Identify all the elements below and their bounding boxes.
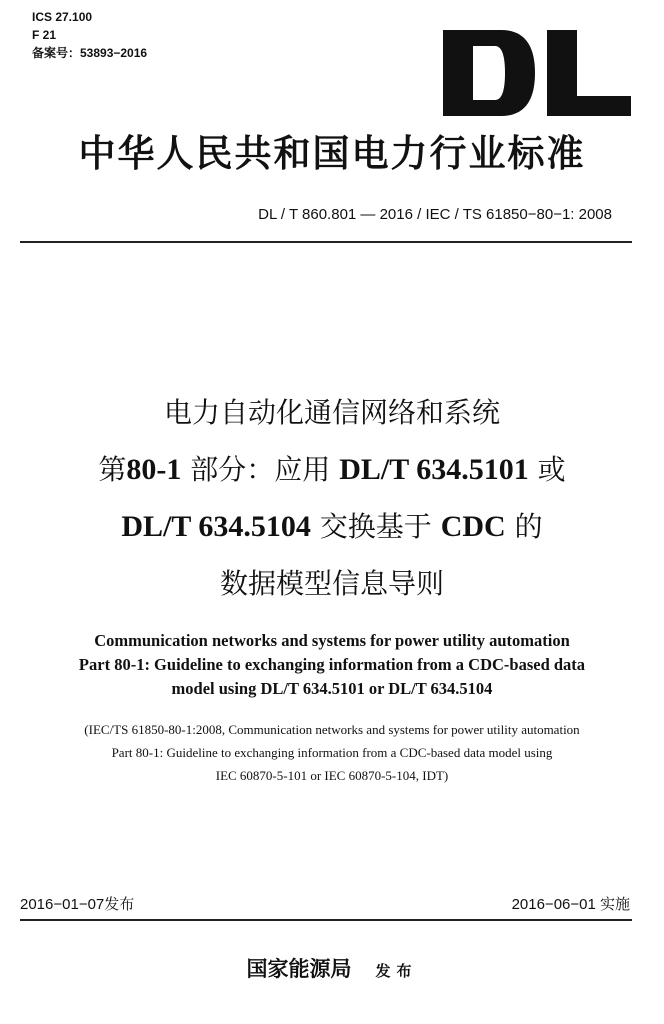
issuer-name: 国家能源局 [246,957,352,981]
top-divider [20,241,632,243]
issuer-action: 发布 [375,962,418,980]
title-part: 的 [505,510,543,543]
chinese-title-line-3 [0,498,664,555]
chinese-title [0,384,664,612]
title-part-standard: DL/T 634.5101 [339,453,529,486]
chinese-title-line-1: 电力自动化通信网络和系统 [163,396,500,429]
title-part-cdc: CDC [440,510,506,543]
ics-code: ICS 27.100 [32,10,93,24]
chinese-title-line-2 [0,441,664,498]
standard-meta [32,8,147,62]
title-part-number: 80-1 [126,453,182,486]
english-subtitle-line-2: Part 80-1: Guideline to exchanging information from a CDC-based data model using [111,745,553,760]
dl-logo [443,30,631,116]
title-part: 第 [98,453,127,486]
english-title-line-1: Communication networks and systems for power utility automation [94,631,570,650]
title-part-standard: DL/T 634.5104 [121,510,311,543]
issue-date: 2016−01−07发布 [20,896,135,913]
implementation-date: 2016−06−01 实施 [511,896,630,913]
classification-code: F 21 [32,28,57,42]
issuer [0,953,664,983]
title-part: 交换基于 [310,510,441,543]
english-subtitle [0,718,664,787]
record-number: 备案号：53893−2016 [32,46,148,60]
standard-number: DL / T 860.801 — 2016 / IEC / TS 61850−80−1: 2008 [258,206,612,223]
english-subtitle-line-3: IEC 60870-5-101 or IEC 60870-5-104, IDT) [215,768,449,783]
english-title [0,629,664,701]
title-part: 部分：应用 [181,453,340,486]
english-title-line-3: model using DL/T 634.5101 or DL/T 634.5104 [171,679,493,698]
english-title-line-2: Part 80-1: Guideline to exchanging information from a CDC-based data [78,655,586,674]
english-subtitle-line-1: (IEC/TS 61850-80-1:2008, Communication networks and systems for power utility automation [84,722,580,737]
bottom-divider [20,919,632,921]
organization-title: 中华人民共和国电力行业标准 [78,132,586,175]
title-part: 或 [528,453,566,486]
chinese-title-line-4: 数据模型信息导则 [219,567,444,600]
